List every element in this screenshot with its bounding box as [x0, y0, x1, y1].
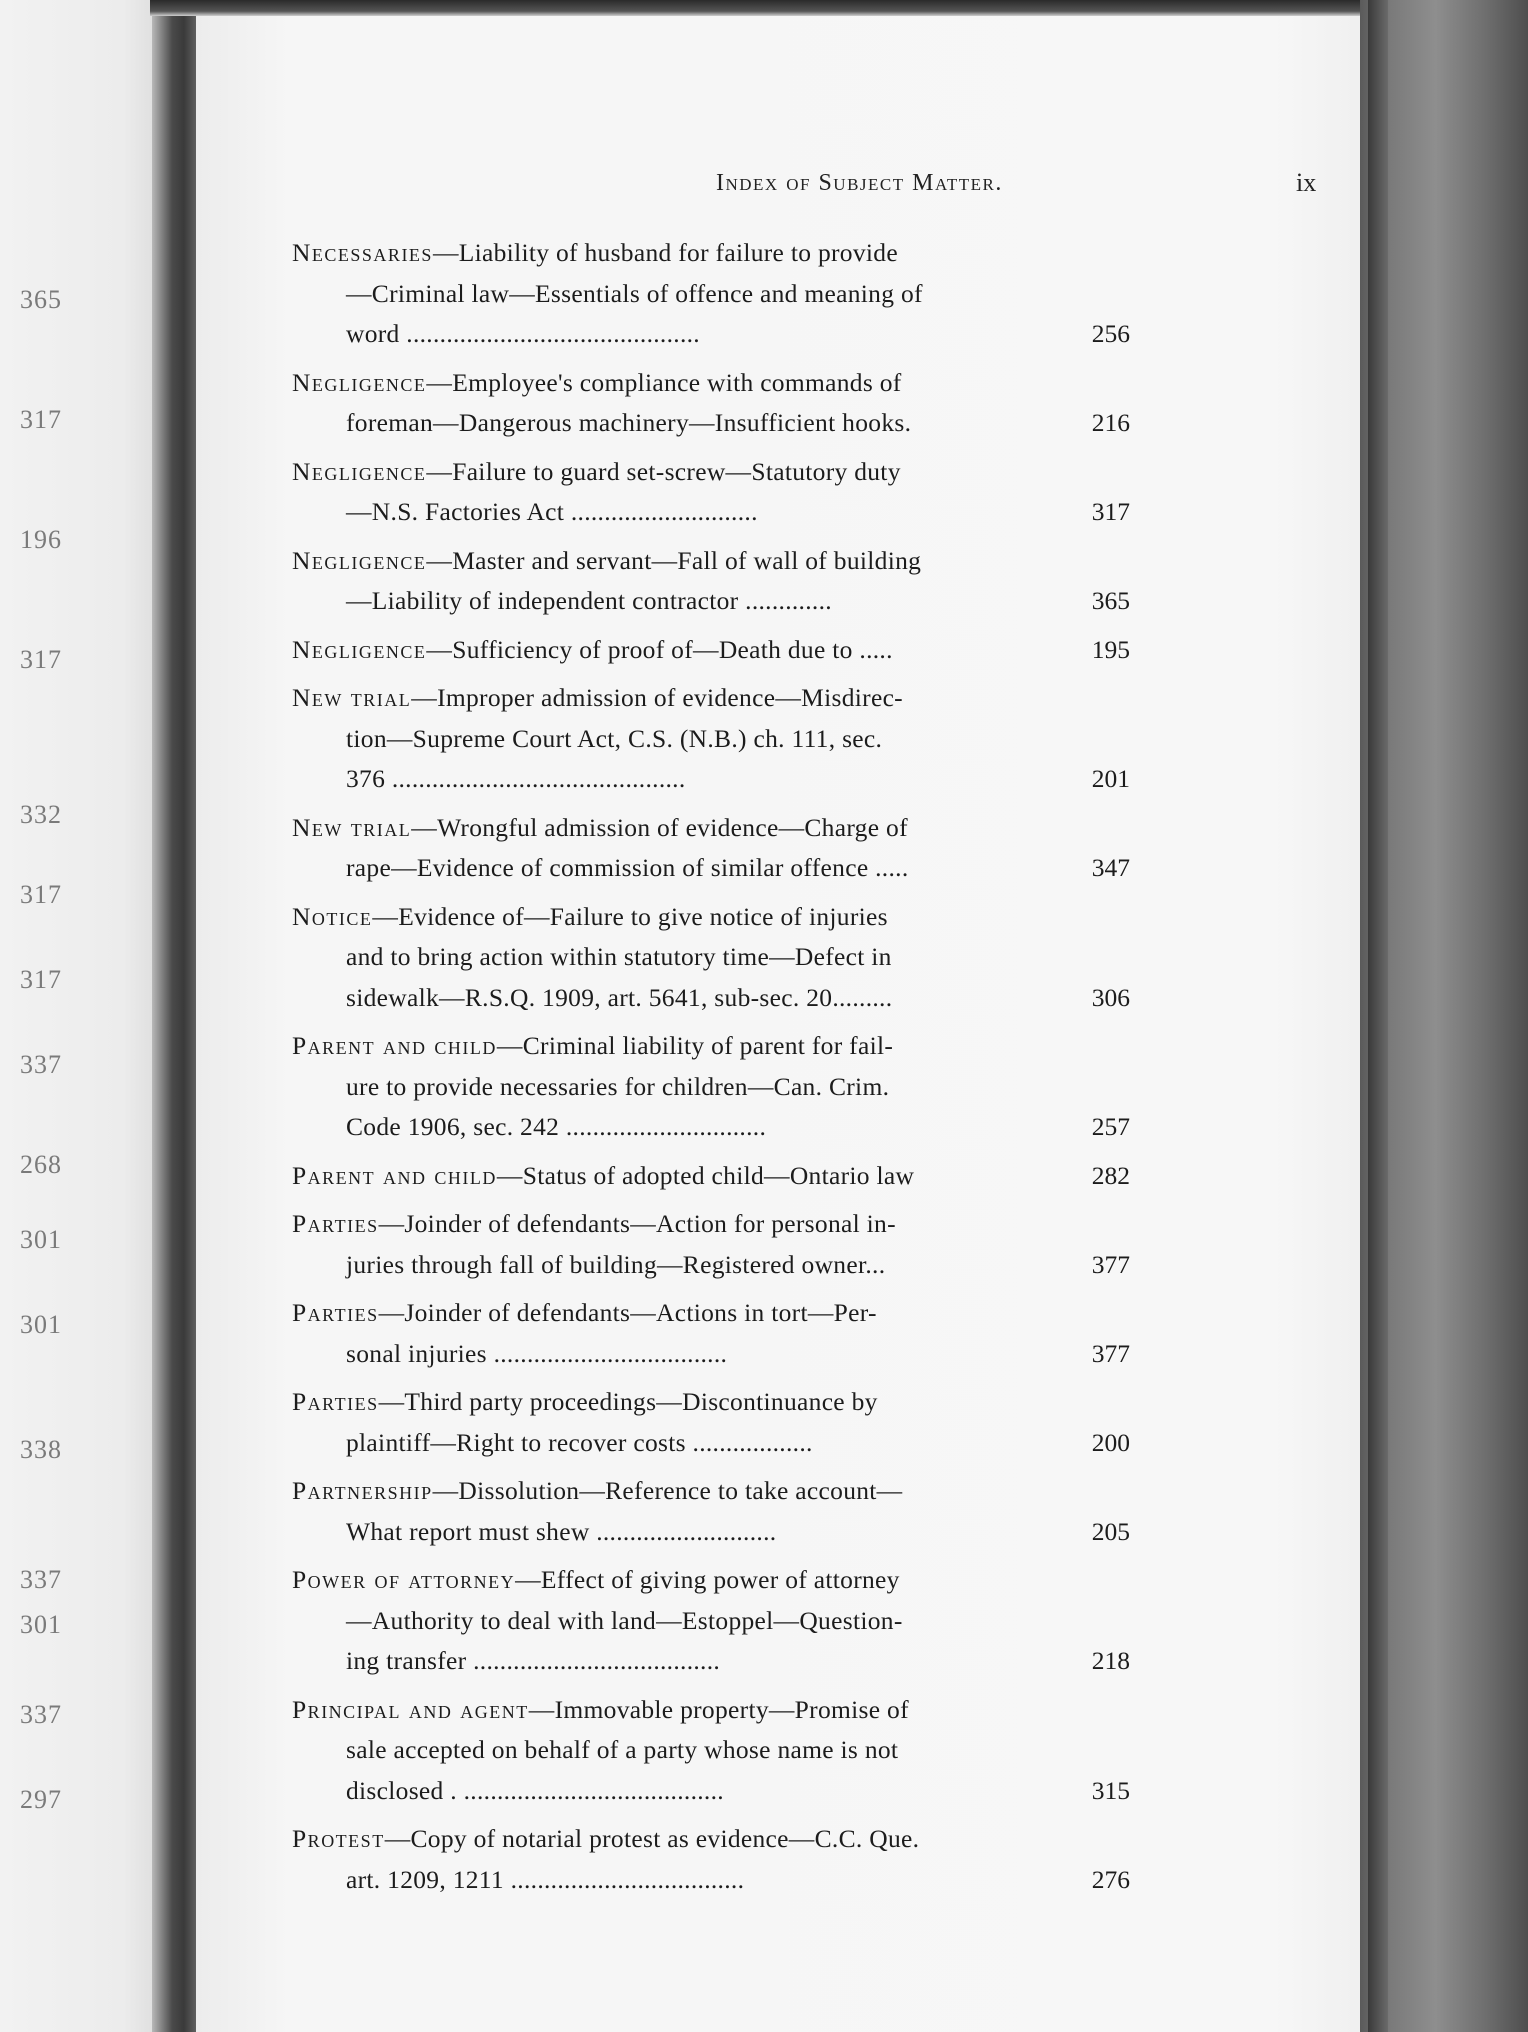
index-entry-continuation-line: —Liability of independent contractor ............. [346, 586, 832, 615]
index-heading-term: Power of attorney [292, 1565, 516, 1594]
index-page-reference: 276 [1091, 1864, 1130, 1894]
book-spine-strip [1368, 0, 1388, 2032]
index-entry-heading-line: Negligence—Master and servant—Fall of wall of building [292, 545, 922, 575]
index-entry-continuation-line: —Authority to deal with land—Estoppel—Question- [346, 1605, 903, 1635]
index-entry-continuation-line: word ............................................ [346, 319, 700, 348]
index-page-reference: 216 [1091, 408, 1130, 437]
index-entry-continuation-line: plaintiff—Right to recover costs .................. [346, 1427, 813, 1457]
index-page-reference: 256 [1091, 319, 1130, 348]
index-page-reference: 218 [1091, 1646, 1130, 1675]
index-heading-term: Negligence [292, 456, 427, 486]
index-page-reference: 347 [1091, 853, 1130, 882]
index-page-reference: 205 [1091, 1516, 1130, 1546]
index-entry-continuation-line: and to bring action within statutory time—Defect in [346, 942, 892, 971]
index-page-reference: 306 [1091, 982, 1130, 1012]
index-heading-term: New trial [292, 812, 412, 842]
index-entry-continuation-line: sidewalk—R.S.Q. 1909, art. 5641, sub-sec. 20......... [346, 982, 893, 1012]
index-heading-term: Protest [292, 1824, 385, 1853]
previous-page-number: 365 [20, 285, 62, 314]
index-entry-continuation-line: disclosed . ....................................... [346, 1775, 724, 1805]
index-entry-continuation-line: ure to provide necessaries for children—Can. Crim. [346, 1071, 890, 1101]
index-entry-heading-line: Protest—Copy of notarial protest as evidence—C.C. Que. [292, 1824, 920, 1853]
index-entry-heading-line: Necessaries—Liability of husband for failure to provide [292, 238, 898, 267]
index-page-reference: 201 [1091, 764, 1130, 793]
previous-page-number: 317 [20, 645, 62, 674]
index-entry-continuation-line: juries through fall of building—Registered owner... [346, 1249, 886, 1279]
previous-page-number: 332 [20, 800, 62, 829]
page-folio: ix [1296, 168, 1317, 197]
page-header: Index of Subject Matter. [716, 170, 1003, 196]
previous-page-number: 297 [20, 1785, 62, 1814]
index-heading-term: Parties [292, 1387, 379, 1416]
index-page [196, 0, 1368, 2032]
index-heading-term: Parent and child [292, 1031, 497, 1060]
index-page-reference: 315 [1091, 1775, 1130, 1805]
previous-page-number: 317 [20, 965, 62, 994]
index-heading-term: Necessaries [292, 238, 433, 267]
index-entry-heading-line: New trial—Improper admission of evidence—Misdirec- [292, 683, 903, 712]
index-entry-heading-line: New trial—Wrongful admission of evidence—Charge of [292, 812, 908, 842]
index-entry-heading-line: Negligence—Employee's compliance with commands of [292, 367, 902, 397]
previous-page [0, 0, 176, 2032]
previous-page-number: 196 [20, 525, 62, 554]
index-entry-continuation-line: foreman—Dangerous machinery—Insufficient hooks. [346, 408, 912, 437]
index-entry-continuation-line: rape—Evidence of commission of similar offence ..... [346, 853, 909, 882]
index-entry-continuation-line: —N.S. Factories Act ............................ [346, 497, 758, 526]
index-entry-continuation-line: sale accepted on behalf of a party whose name is not [346, 1735, 899, 1764]
previous-page-number: 337 [20, 1565, 62, 1594]
previous-page-number: 317 [20, 880, 62, 909]
previous-page-number: 268 [20, 1150, 62, 1179]
index-entry-heading-line: Parties—Joinder of defendants—Actions in tort—Per- [292, 1298, 877, 1327]
previous-page-number: 301 [20, 1610, 62, 1639]
previous-page-number: 301 [20, 1225, 62, 1254]
index-heading-term: New trial [292, 683, 412, 712]
index-entry-heading-line: Power of attorney—Effect of giving power of attorney [292, 1565, 900, 1594]
previous-page-number: 337 [20, 1050, 62, 1079]
index-heading-term: Negligence [292, 367, 427, 397]
index-entry-continuation-line: sonal injuries ................................... [346, 1338, 728, 1368]
index-heading-term: Notice [292, 901, 373, 931]
index-entry-heading-line: Negligence—Failure to guard set-screw—Statutory duty [292, 456, 901, 486]
index-entry-heading-line: Negligence—Sufficiency of proof of—Death due to ..... [292, 634, 893, 664]
previous-page-number: 317 [20, 405, 62, 434]
index-page-reference: 365 [1091, 586, 1130, 615]
index-entry-heading-line: Parties—Third party proceedings—Discontinuance by [292, 1387, 878, 1416]
index-entry-heading-line: Principal and agent—Immovable property—Promise of [292, 1694, 909, 1724]
index-page-reference: 377 [1091, 1249, 1130, 1279]
index-entry-heading-line: Notice—Evidence of—Failure to give notice of injuries [292, 901, 888, 931]
index-heading-term: Partnership [292, 1476, 433, 1505]
previous-page-number: 301 [20, 1310, 62, 1339]
index-heading-term: Negligence [292, 634, 427, 664]
index-page-reference: 377 [1091, 1338, 1130, 1368]
index-page-reference: 282 [1091, 1160, 1130, 1190]
previous-page-number: 337 [20, 1700, 62, 1729]
index-heading-term: Principal and agent [292, 1694, 529, 1724]
index-entry-continuation-line: art. 1209, 1211 ................................... [346, 1864, 745, 1894]
index-entry-heading-line: Parent and child—Status of adopted child—Ontario law [292, 1160, 915, 1190]
index-entry-continuation-line: 376 ............................................ [346, 764, 686, 793]
index-page-reference: 200 [1091, 1427, 1130, 1457]
page-top-edge [150, 0, 1380, 16]
index-entry-heading-line: Partnership—Dissolution—Reference to take account— [292, 1476, 903, 1505]
index-entry-continuation-line: tion—Supreme Court Act, C.S. (N.B.) ch. 111, sec. [346, 723, 883, 753]
index-page-reference: 317 [1091, 497, 1130, 526]
index-entry-heading-line: Parent and child—Criminal liability of parent for fail- [292, 1031, 894, 1060]
index-page-reference: 195 [1091, 634, 1130, 664]
index-heading-term: Negligence [292, 545, 427, 575]
index-page-reference: 257 [1091, 1112, 1130, 1141]
index-entry-continuation-line: ing transfer ..................................... [346, 1646, 721, 1675]
index-entry-continuation-line: What report must shew ........................... [346, 1516, 777, 1546]
index-heading-term: Parties [292, 1298, 379, 1327]
index-entry-heading-line: Parties—Joinder of defendants—Action for personal in- [292, 1209, 896, 1238]
index-entry-continuation-line: —Criminal law—Essentials of offence and meaning of [346, 278, 923, 308]
index-heading-term: Parent and child [292, 1160, 497, 1190]
index-heading-term: Parties [292, 1209, 379, 1238]
index-entry-continuation-line: Code 1906, sec. 242 .............................. [346, 1112, 767, 1141]
previous-page-number: 338 [20, 1435, 62, 1464]
